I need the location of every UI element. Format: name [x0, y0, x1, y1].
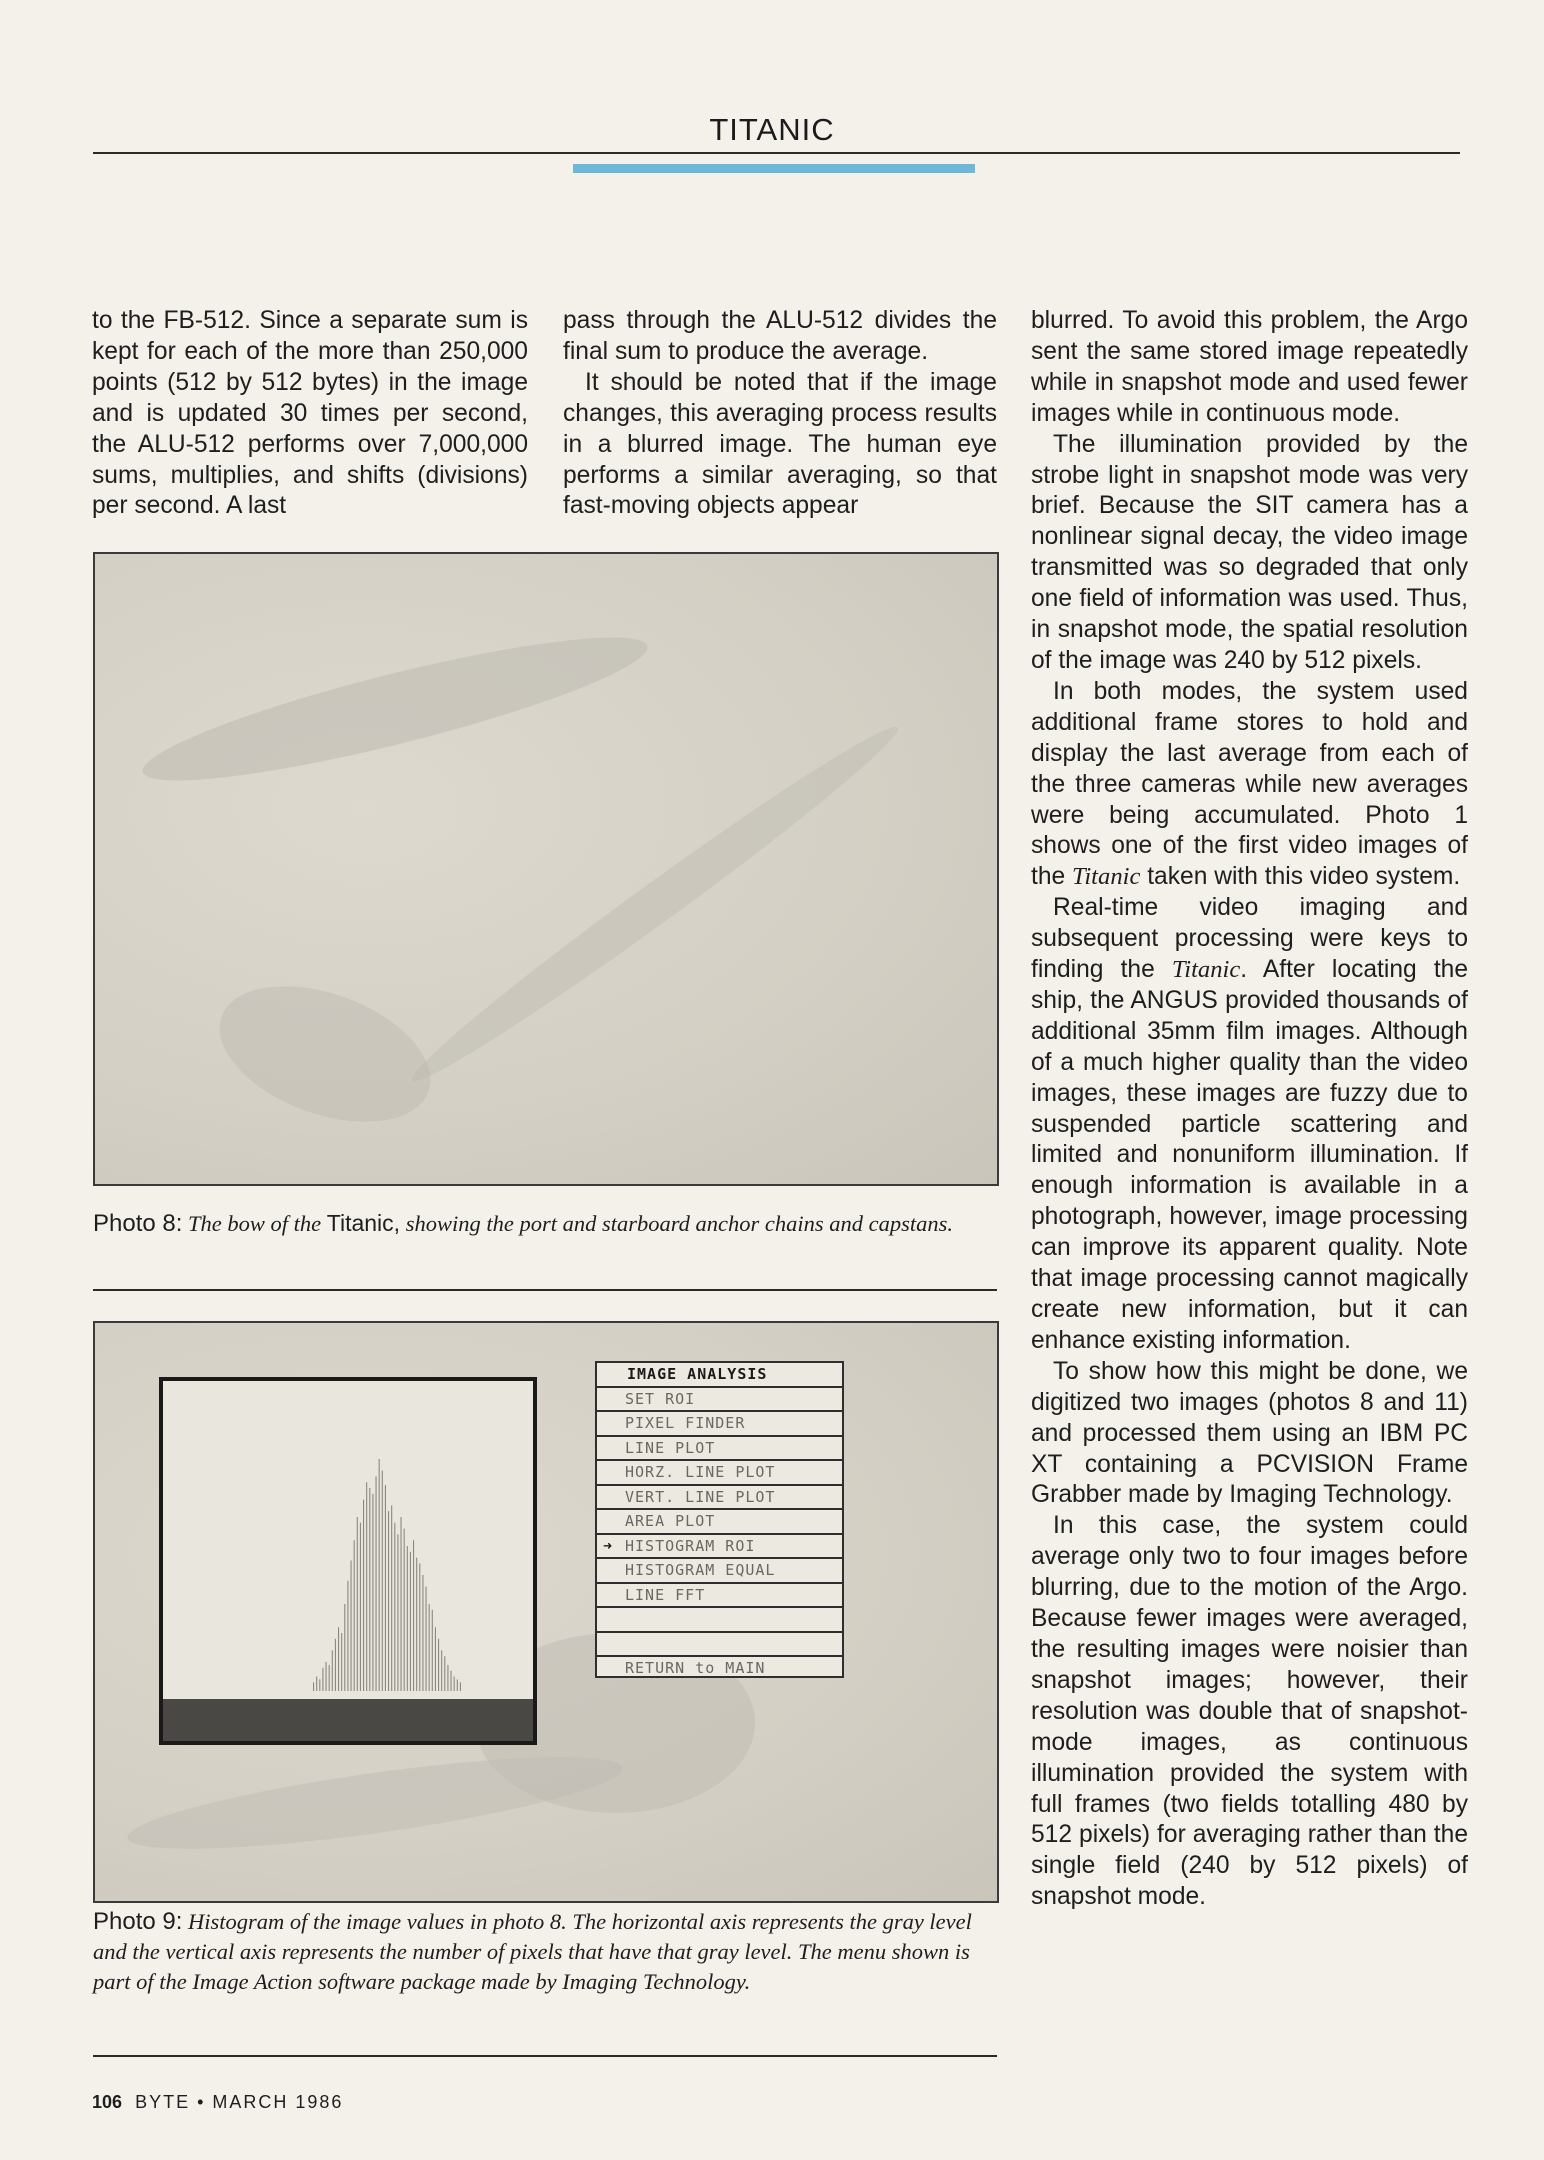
menu-item[interactable] — [597, 1437, 842, 1462]
histogram-bar — [360, 1523, 361, 1691]
photo-texture — [401, 711, 910, 1096]
selection-arrow-icon: ➜ — [603, 1536, 614, 1555]
caption-rule — [93, 2055, 997, 2057]
menu-item-label: AREA PLOT — [625, 1512, 716, 1530]
menu-item-label — [625, 1635, 635, 1653]
menu-item-label: SET ROI — [625, 1389, 696, 1408]
photo-9-image — [93, 1321, 999, 1903]
histogram-bar — [454, 1677, 455, 1692]
menu-item-label — [625, 1610, 635, 1628]
photo-8-caption-b: showing the port and starboard anchor chains and capstans. — [405, 1211, 953, 1236]
histogram-bar — [341, 1633, 342, 1691]
page-footer — [92, 2092, 343, 2113]
histogram-bar — [447, 1665, 448, 1691]
histogram-bar — [366, 1482, 367, 1691]
col3-paragraph-2: The illumination provided by the strobe light in snapshot mode was very brief. Because the SIT camera has a nonlinear signal decay, the video image transmitted was so degraded that only one field of information was used. Thus, in snapshot mode, the spatial resolution of the image was 240 by 512 pixels. — [1031, 430, 1468, 674]
histogram-bar — [407, 1546, 408, 1691]
footer-text: BYTE • MARCH 1986 — [135, 2092, 344, 2112]
menu-item-label: PIXEL FINDER — [625, 1414, 746, 1432]
col3-p3-text-a: In both modes, the system used additional frame stores to hold and display the last average from each of the three cameras while new averages were being accumulated. Photo 1 shows one of the first video images of the — [1031, 677, 1468, 891]
menu-item[interactable] — [597, 1559, 842, 1584]
photo-9-label: Photo 9: — [93, 1908, 183, 1935]
histogram-bar — [401, 1517, 402, 1691]
histogram-bar — [432, 1610, 433, 1691]
histogram-bar — [376, 1476, 377, 1691]
page-number: 106 — [92, 2092, 123, 2112]
histogram-bar — [354, 1540, 355, 1691]
histogram-bar — [347, 1581, 348, 1691]
menu-item-label: RETURN to MAIN — [625, 1659, 766, 1677]
menu-blank-row — [597, 1633, 842, 1658]
menu-item[interactable] — [597, 1412, 842, 1437]
histogram-display — [159, 1377, 537, 1745]
histogram-bar — [329, 1665, 330, 1691]
histogram-bar — [344, 1604, 345, 1691]
histogram-bar — [351, 1561, 352, 1692]
menu-item-list — [597, 1388, 842, 1680]
histogram-baseline-band — [163, 1699, 533, 1741]
histogram-bar — [388, 1511, 389, 1691]
histogram-bar — [422, 1575, 423, 1691]
histogram-bar — [332, 1650, 333, 1691]
histogram-bar — [441, 1650, 442, 1691]
photo-8-caption-title: Titanic, — [326, 1210, 401, 1236]
photo-8-caption — [93, 1208, 993, 1239]
menu-item[interactable] — [597, 1510, 842, 1535]
histogram-bar — [438, 1639, 439, 1691]
histogram-bar — [335, 1639, 336, 1691]
histogram-bar — [322, 1668, 323, 1691]
histogram-bar — [426, 1587, 427, 1691]
histogram-bar — [391, 1505, 392, 1691]
histogram-bar — [451, 1671, 452, 1691]
histogram-bar — [385, 1485, 386, 1691]
caption-rule — [93, 1289, 997, 1291]
text-column-3 — [1031, 306, 1468, 1913]
histogram-bar — [326, 1662, 327, 1691]
running-head: TITANIC — [709, 112, 835, 147]
col3-p3-italic: Titanic — [1072, 863, 1141, 891]
col2-paragraph-2: It should be noted that if the image changes, this averaging process results in a blurred image. The human eye performs a similar averaging, so that fast-moving objects appear — [563, 368, 997, 520]
histogram-bar — [363, 1500, 364, 1691]
text-column-1 — [92, 306, 528, 522]
col3-p4-italic: Titanic — [1171, 956, 1241, 984]
menu-item[interactable] — [597, 1657, 842, 1680]
menu-title: IMAGE ANALYSIS — [597, 1363, 842, 1388]
histogram-bar — [460, 1682, 461, 1691]
histogram-bar — [379, 1459, 380, 1691]
menu-item-label: LINE FFT — [625, 1585, 706, 1604]
header-accent-bar — [573, 164, 975, 173]
menu-item[interactable] — [597, 1388, 842, 1413]
histogram-bar — [338, 1627, 339, 1691]
histogram-bar — [416, 1558, 417, 1691]
photo-texture — [201, 960, 449, 1148]
photo-8-label: Photo 8: — [93, 1210, 183, 1237]
col3-p4-text-b: . After locating the ship, the ANGUS provided thousands of additional 35mm film images. Although of a much higher quality than the video images, these images are fuzzy due to suspended particle scattering and limited and nonuniform illumination. If enough information is available in a photograph, however, image processing can improve its apparent quality. Note that image processing cannot magically create new information, but it can enhance existing information. — [1031, 956, 1469, 1354]
photo-8-caption-a: The bow of the — [188, 1211, 322, 1236]
photo-9-caption — [93, 1907, 993, 1997]
histogram-bar — [413, 1540, 414, 1691]
header-rule — [93, 152, 1460, 154]
col3-p4-text-a: Real-time video imaging and subsequent processing were keys to finding the — [1031, 894, 1468, 984]
histogram-bar — [357, 1517, 358, 1691]
histogram-bar — [369, 1488, 370, 1691]
col3-p3-text-b: taken with this video system. — [1140, 863, 1461, 891]
menu-item[interactable] — [597, 1535, 842, 1560]
histogram-bar — [435, 1627, 436, 1691]
histogram-bar — [404, 1529, 405, 1691]
photo-8-image — [93, 552, 999, 1186]
col2-paragraph-1: pass through the ALU-512 divides the final sum to produce the average. — [563, 307, 997, 365]
col3-paragraph-1: blurred. To avoid this problem, the Argo sent the same stored image repeatedly while in snapshot mode and used fewer images while in continuous mode. — [1031, 307, 1468, 427]
menu-item-label: HISTOGRAM EQUAL — [625, 1561, 776, 1579]
histogram-bar — [419, 1563, 420, 1691]
menu-item-label: VERT. LINE PLOT — [625, 1487, 776, 1506]
histogram-bar — [444, 1656, 445, 1691]
col3-paragraph-5: To show how this might be done, we digitized two images (photos 8 and 11) and processed them using an IBM PC XT containing a PCVISION Frame Grabber made by Imaging Technology. — [1031, 1357, 1468, 1509]
histogram-bar — [397, 1534, 398, 1691]
menu-blank-row — [597, 1608, 842, 1633]
histogram-bars — [163, 1381, 525, 1691]
menu-item[interactable] — [597, 1584, 842, 1609]
photo-texture — [134, 612, 655, 806]
col3-paragraph-4 — [1031, 893, 1468, 1357]
histogram-bar — [429, 1604, 430, 1691]
histogram-bar — [313, 1682, 314, 1691]
col3-paragraph-6: In this case, the system could average only two to four images before blurring, due to the motion of the Argo. Because fewer images were averaged, the resulting images were noisier than snapshot images; however, their resolution was double that of snapshot-mode images, as continuous illumination provided the system with full frames (two fields totalling 480 by 512 pixels) for averaging rather than the single field (240 by 512 pixels) of snapshot mode. — [1031, 1512, 1468, 1911]
col1-paragraph: to the FB-512. Since a separate sum is kept for each of the more than 250,000 points (512 by 512 bytes) in the image and is updated 30 times per second, the ALU-512 performs over 7,000,000 sums, multiplies, and shifts (divisions) per second. A last — [92, 307, 528, 520]
histogram-bar — [382, 1471, 383, 1691]
col3-paragraph-3 — [1031, 677, 1468, 893]
text-column-2 — [563, 306, 997, 522]
image-analysis-menu — [595, 1361, 844, 1678]
menu-item-label: HISTOGRAM ROI — [625, 1536, 756, 1555]
menu-item[interactable] — [597, 1461, 842, 1486]
histogram-bar — [372, 1494, 373, 1691]
photo-9-caption-text: Histogram of the image values in photo 8. The horizontal axis represents the gray level and the vertical axis represents the number of pixels that have that gray level. The menu shown is part of the Image Action software package made by Imaging Technology. — [93, 1909, 972, 1994]
histogram-bar — [319, 1679, 320, 1691]
menu-item-label: LINE PLOT — [625, 1438, 716, 1457]
histogram-bar — [394, 1523, 395, 1691]
histogram-bar — [457, 1679, 458, 1691]
histogram-bar — [410, 1552, 411, 1691]
menu-item-label: HORZ. LINE PLOT — [625, 1463, 776, 1481]
menu-item[interactable] — [597, 1486, 842, 1511]
histogram-bar — [316, 1677, 317, 1692]
